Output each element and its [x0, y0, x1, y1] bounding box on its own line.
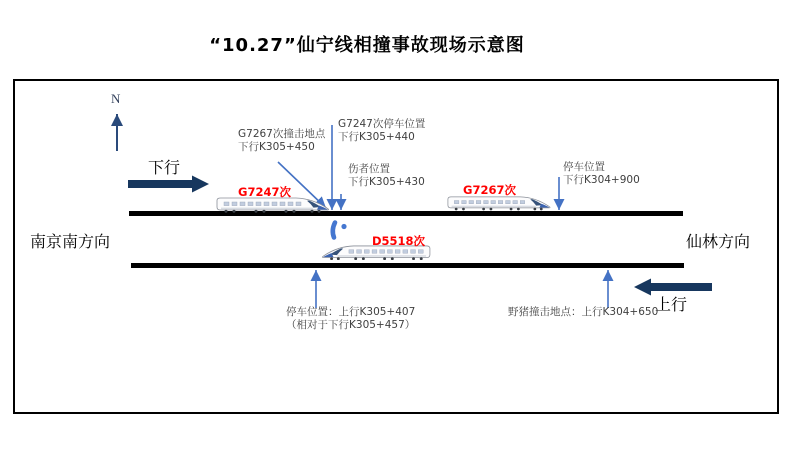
annotation-g7267-stop	[563, 161, 640, 187]
annotation-line: 停车位置：上行K305+407	[286, 306, 416, 318]
annotation-line: 下行K304+900	[563, 174, 640, 186]
annotation-boar-impact	[508, 306, 658, 319]
annotation-line: 下行K305+430	[348, 176, 425, 188]
annotation-victim	[348, 163, 425, 189]
annotation-d5518-stop	[286, 306, 415, 332]
annotation-g7267-impact	[238, 128, 325, 154]
annotation-line: 伤者位置	[348, 163, 390, 175]
up-direction-label: 上行	[655, 295, 688, 314]
annotation-line: G7267次撞击地点	[238, 128, 326, 140]
train-label-g7247: G7247次	[238, 185, 291, 199]
diagram-frame	[13, 79, 779, 414]
track-up-line	[131, 263, 684, 268]
down-direction-arrow-icon	[128, 176, 209, 193]
annotation-g7247-stop	[338, 118, 425, 144]
right-destination-label: 仙林方向	[686, 232, 751, 251]
left-destination-label: 南京南方向	[30, 232, 111, 251]
annotation-line: 野猪撞击地点：上行K304+650	[508, 306, 659, 318]
annotation-line: （相对于下行K305+457）	[286, 319, 416, 331]
page-title: “10.27”仙宁线相撞事故现场示意图	[209, 35, 525, 56]
annotation-line: 下行K305+440	[338, 131, 415, 143]
north-label: N	[111, 91, 121, 106]
train-label-g7267: G7267次	[463, 183, 516, 197]
track-down-line	[129, 211, 683, 216]
fallen-person-icon	[333, 223, 347, 238]
annotation-line: G7247次停车位置	[338, 118, 426, 130]
annotation-line: 停车位置	[563, 161, 605, 173]
annotation-line: 下行K305+450	[238, 141, 315, 153]
down-direction-label: 下行	[148, 158, 181, 177]
train-label-d5518: D5518次	[372, 234, 426, 248]
